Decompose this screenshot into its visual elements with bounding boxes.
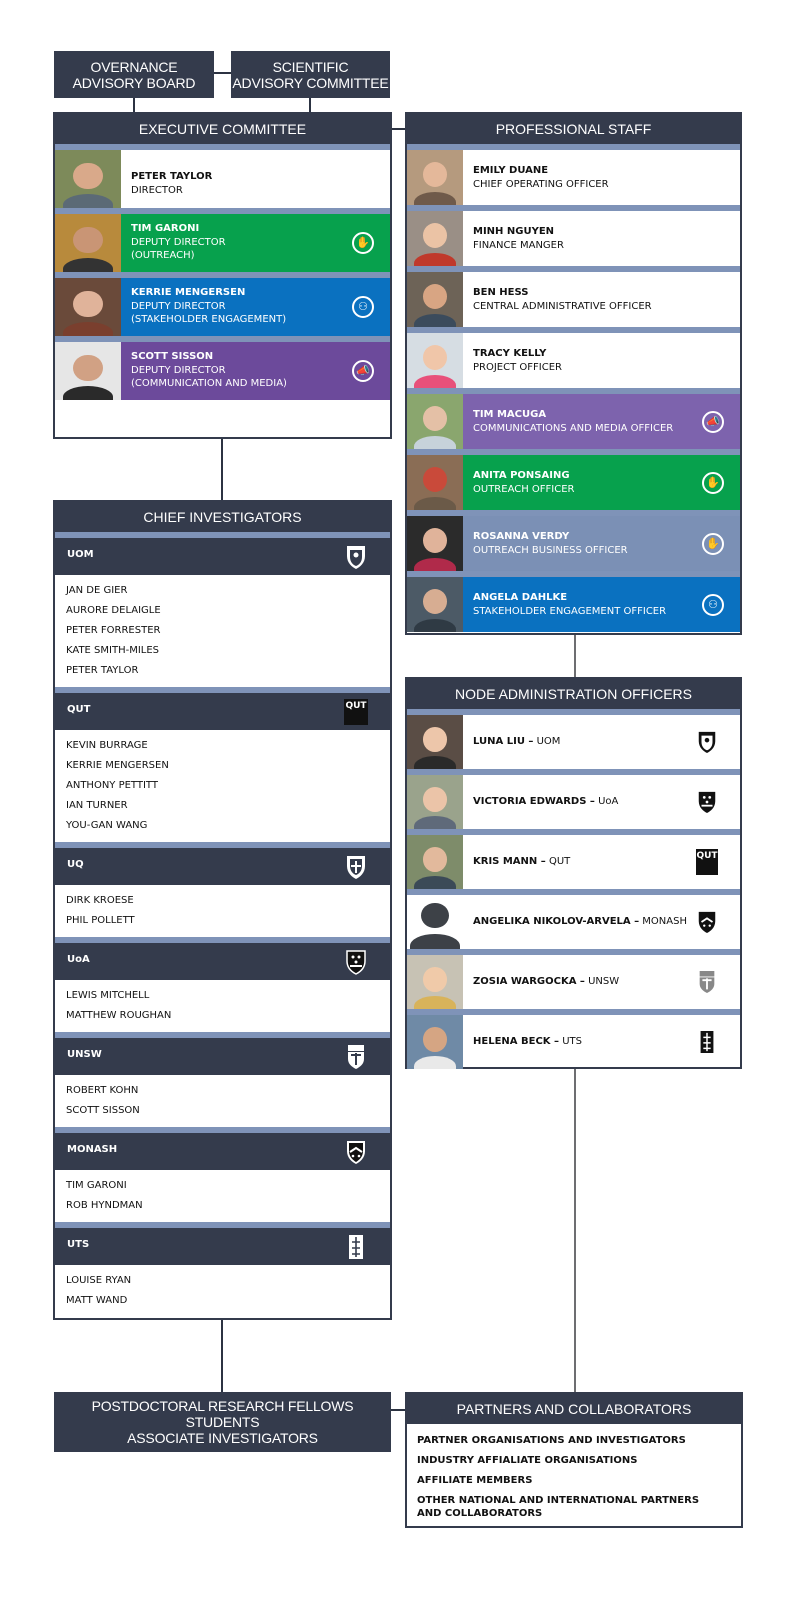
member-name: SCOTT SISSON: [131, 351, 214, 362]
node-officer-row[interactable]: [407, 775, 740, 829]
node-officer-row[interactable]: [407, 835, 740, 889]
investigator-name: PHIL POLLETT: [66, 915, 135, 926]
exec-member-row[interactable]: [55, 214, 390, 272]
avatar: [407, 333, 463, 388]
chief-investigators: [53, 500, 392, 1320]
partner-item: PARTNER ORGANISATIONS AND INVESTIGATORS: [417, 1435, 686, 1446]
avatar: [55, 150, 121, 208]
university-header-unsw[interactable]: [55, 1038, 390, 1075]
outreach-hand-icon: ✋: [352, 232, 374, 254]
unsw-crest-icon: [696, 969, 718, 995]
investigator-name: KEVIN BURRAGE: [66, 740, 148, 751]
staff-member-row[interactable]: [407, 577, 740, 632]
partner-item: INDUSTRY AFFIALIATE ORGANISATIONS: [417, 1455, 638, 1466]
university-header-uts[interactable]: [55, 1228, 390, 1265]
staff-role: CENTRAL ADMINISTRATIVE OFFICER: [473, 300, 652, 312]
investigator-name: SCOTT SISSON: [66, 1105, 140, 1116]
avatar: [407, 955, 463, 1009]
scientific-committee-box[interactable]: [231, 51, 390, 98]
connector-gov-exec: [133, 98, 135, 112]
staff-name: TIM MACUGA: [473, 409, 547, 420]
governance-board-line2: ADVISORY BOARD: [72, 75, 196, 91]
avatar: [55, 214, 121, 272]
monash-crest-icon: [696, 909, 718, 935]
member-name: KERRIE MENGERSEN: [131, 287, 246, 298]
megaphone-icon: 📣: [352, 360, 374, 382]
node-administration-officers: [405, 677, 742, 1069]
avatar: [407, 775, 463, 829]
staff-member-row[interactable]: [407, 150, 740, 205]
avatar: [407, 577, 463, 632]
investigator-name: ANTHONY PETTITT: [66, 780, 158, 791]
connector-exec-ci: [221, 438, 223, 500]
postdoc-line2: STUDENTS: [185, 1414, 260, 1430]
staff-member-row[interactable]: [407, 394, 740, 449]
node-officer-row[interactable]: [407, 895, 740, 949]
node-officer-row[interactable]: [407, 715, 740, 769]
officer-name: KRIS MANN –: [473, 856, 546, 867]
professional-staff-title: PROFESSIONAL STAFF: [407, 114, 740, 144]
partner-item: AFFILIATE MEMBERS: [417, 1475, 533, 1486]
university-label: UoA: [67, 954, 90, 965]
staff-member-row[interactable]: [407, 211, 740, 266]
member-role: DEPUTY DIRECTOR: [131, 300, 226, 312]
node-officer-row[interactable]: [407, 1015, 740, 1069]
partner-item-line1: OTHER NATIONAL AND INTERNATIONAL PARTNERS: [417, 1495, 700, 1506]
governance-board-box[interactable]: [54, 51, 214, 98]
staff-role: CHIEF OPERATING OFFICER: [473, 178, 609, 190]
uoa-crest-icon: [344, 949, 368, 975]
officer-university: QUT: [545, 856, 571, 867]
investigator-name: KERRIE MENGERSEN: [66, 760, 169, 771]
university-header-uq[interactable]: [55, 848, 390, 885]
avatar: [407, 715, 463, 769]
investigator-name: ROB HYNDMAN: [66, 1200, 143, 1211]
university-header-uom[interactable]: [55, 538, 390, 575]
avatar-placeholder-icon: [407, 895, 463, 949]
postdoc-line1: POSTDOCTORAL RESEARCH FELLOWS: [91, 1398, 354, 1414]
university-label: UTS: [67, 1239, 90, 1250]
officer-name: LUNA LIU –: [473, 736, 534, 747]
member-role-detail: (OUTREACH): [131, 250, 195, 261]
university-label: UOM: [67, 549, 94, 560]
staff-role: OUTREACH BUSINESS OFFICER: [473, 544, 628, 556]
executive-committee: [53, 112, 392, 439]
avatar: [407, 272, 463, 327]
connector-sci-exec: [309, 98, 311, 112]
connector-staff-node: [574, 635, 576, 677]
member-name: TIM GARONI: [131, 223, 200, 234]
exec-member-row[interactable]: [55, 278, 390, 336]
node-officer-row[interactable]: [407, 955, 740, 1009]
uq-crest-icon: [344, 854, 368, 880]
member-role: DEPUTY DIRECTOR: [131, 236, 226, 248]
staff-role: COMMUNICATIONS AND MEDIA OFFICER: [473, 422, 674, 434]
governance-board-line1: OVERNANCE: [90, 59, 178, 75]
staff-role: OUTREACH OFFICER: [473, 483, 575, 495]
staff-member-row[interactable]: [407, 333, 740, 388]
connector-ci-postdoc: [221, 1318, 223, 1392]
avatar: [407, 211, 463, 266]
investigator-list: [55, 1170, 390, 1222]
investigator-name: PETER TAYLOR: [66, 665, 139, 676]
staff-role: FINANCE MANGER: [473, 239, 564, 251]
investigator-list: [55, 730, 390, 842]
qut-logo: QUT: [344, 699, 368, 725]
investigator-name: AURORE DELAIGLE: [66, 605, 161, 616]
investigator-name: LEWIS MITCHELL: [66, 990, 150, 1001]
executive-committee-title: EXECUTIVE COMMITTEE: [55, 114, 390, 144]
staff-member-row[interactable]: [407, 516, 740, 571]
avatar: [55, 342, 121, 400]
staff-member-row[interactable]: [407, 455, 740, 510]
investigator-name: ROBERT KOHN: [66, 1085, 139, 1096]
investigator-name: MATTHEW ROUGHAN: [66, 1010, 172, 1021]
scientific-committee-line1: SCIENTIFIC: [272, 59, 349, 75]
staff-role: STAKEHOLDER ENGAGEMENT OFFICER: [473, 605, 667, 617]
investigator-list: [55, 885, 390, 937]
network-icon: ⚇: [702, 594, 724, 616]
officer-name: ANGELIKA NIKOLOV-ARVELA –: [473, 916, 640, 927]
avatar: [407, 516, 463, 571]
member-role: DIRECTOR: [131, 184, 183, 196]
connector-node-partners: [574, 1068, 576, 1392]
partners-collaborators: [405, 1392, 743, 1528]
officer-name: ZOSIA WARGOCKA –: [473, 976, 585, 987]
avatar: [407, 150, 463, 205]
investigator-name: MATT WAND: [66, 1295, 128, 1306]
staff-name: TRACY KELLY: [473, 348, 547, 359]
university-header-qut[interactable]: [55, 693, 390, 730]
university-label: UQ: [67, 859, 84, 870]
uts-logo-icon: [696, 1029, 718, 1055]
investigator-name: TIM GARONI: [66, 1180, 127, 1191]
partners-list: [407, 1424, 741, 1533]
investigator-name: KATE SMITH-MILES: [66, 645, 160, 656]
exec-member-row[interactable]: [55, 150, 390, 208]
network-icon: ⚇: [352, 296, 374, 318]
staff-name: ANITA PONSAING: [473, 470, 570, 481]
staff-name: MINH NGUYEN: [473, 226, 555, 237]
officer-university: MONASH: [639, 916, 687, 927]
postdoc-line3: ASSOCIATE INVESTIGATORS: [127, 1430, 318, 1446]
investigator-list: [55, 980, 390, 1032]
staff-name: ROSANNA VERDY: [473, 531, 570, 542]
partner-item: [417, 1494, 731, 1520]
megaphone-icon: 📣: [702, 411, 724, 433]
scientific-committee-line2: ADVISORY COMMITTEE: [232, 75, 389, 91]
postdoc-students-box[interactable]: [54, 1392, 391, 1452]
university-label: MONASH: [67, 1144, 118, 1155]
partners-title: PARTNERS AND COLLABORATORS: [407, 1394, 741, 1424]
outreach-hand-icon: ✋: [702, 533, 724, 555]
outreach-hand-icon: ✋: [702, 472, 724, 494]
avatar: [55, 278, 121, 336]
partner-item-line2: AND COLLABORATORS: [417, 1508, 543, 1519]
officer-name: HELENA BECK –: [473, 1036, 560, 1047]
member-role-detail: (COMMUNICATION AND MEDIA): [131, 378, 287, 389]
university-header-monash[interactable]: [55, 1133, 390, 1170]
officer-name: VICTORIA EDWARDS –: [473, 796, 595, 807]
investigator-name: IAN TURNER: [66, 800, 128, 811]
exec-member-row[interactable]: [55, 342, 390, 400]
investigator-list: [55, 1075, 390, 1127]
investigator-list: [55, 575, 390, 687]
university-header-uoa[interactable]: [55, 943, 390, 980]
uts-logo-icon: [344, 1234, 368, 1260]
university-label: QUT: [67, 704, 91, 715]
investigator-list: [55, 1265, 390, 1317]
member-name: PETER TAYLOR: [131, 171, 213, 182]
monash-crest-icon: [344, 1139, 368, 1165]
staff-name: BEN HESS: [473, 287, 529, 298]
staff-role: PROJECT OFFICER: [473, 361, 562, 373]
officer-university: UNSW: [584, 976, 620, 987]
investigator-name: DIRK KROESE: [66, 895, 134, 906]
uoa-crest-icon: [696, 789, 718, 815]
staff-name: ANGELA DAHLKE: [473, 592, 568, 603]
member-role-detail: (STAKEHOLDER ENGAGEMENT): [131, 314, 287, 325]
staff-name: EMILY DUANE: [473, 165, 549, 176]
officer-university: UTS: [559, 1036, 582, 1047]
unsw-crest-icon: [344, 1044, 368, 1070]
avatar: [407, 1015, 463, 1069]
qut-logo: QUT: [696, 849, 718, 875]
member-role: DEPUTY DIRECTOR: [131, 364, 226, 376]
investigator-name: JAN DE GIER: [66, 585, 128, 596]
node-administration-title: NODE ADMINISTRATION OFFICERS: [407, 679, 740, 709]
avatar: [407, 835, 463, 889]
investigator-name: YOU-GAN WANG: [66, 820, 148, 831]
officer-university: UoA: [594, 796, 619, 807]
uom-crest-icon: [344, 544, 368, 570]
uom-crest-icon: [696, 729, 718, 755]
staff-member-row[interactable]: [407, 272, 740, 327]
avatar: [407, 394, 463, 449]
professional-staff: [405, 112, 742, 635]
officer-university: UOM: [533, 736, 561, 747]
university-label: UNSW: [67, 1049, 102, 1060]
investigator-name: LOUISE RYAN: [66, 1275, 132, 1286]
chief-investigators-title: CHIEF INVESTIGATORS: [55, 502, 390, 532]
investigator-name: PETER FORRESTER: [66, 625, 161, 636]
avatar: [407, 455, 463, 510]
